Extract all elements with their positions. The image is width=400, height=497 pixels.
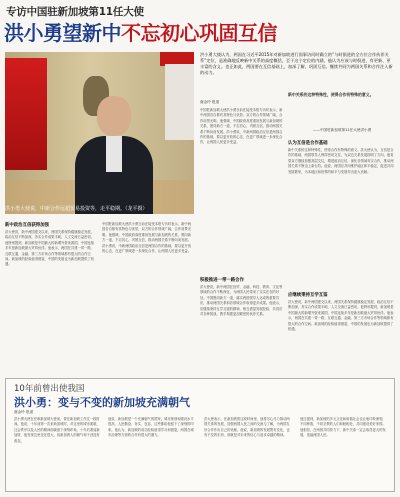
sidebar-box [5,378,395,492]
photo-caption: 洪小勇大使说，中新合作远超贸易投资等，走平稳期。（龙平摄） [5,206,148,212]
flag-left [5,58,47,170]
sidebar-column-1: 洪小勇大使在任职新加坡大使前，曾在新加坡工作过一段时间。他说，十年前第一次来新加坡时，对这里的城市面貌、社会秩序以及人民的精神面貌留下深刻印象。十年后重返新加坡，他发现这里变化很大，但新加坡人的朝气和干劲没有改变。 [14,417,100,443]
pull-quote-attribution: ——中国驻新加坡第11任大使洪小勇 [312,128,372,132]
headline-kicker: 专访中国驻新加坡第11任大使 [6,6,144,18]
byline: 谢金玲 报道 [200,100,220,104]
body-column-2: 洪大使说，新中两国建交以来，两国关系保持健康稳定发展，政治互信不断加深，务实合作成果丰硕，人文交流日益密切。他特别提到，新加坡是中国最大的新增外资来源国，中国连续多年是新加坡最大贸易伙伴。他表示，两国在共建一带一路、互联互通、金融、第三方市场合作等领域都有很大的合作空间。新加坡的经验值得借鉴，中国的发展也为新加坡提供了机遇。 [5,230,95,267]
person-head [97,96,131,136]
lead-paragraph: 洪小勇大使认为，两国在习近平2015年对新加坡进行国事访问时确立的“与时俱进的全方位合作伙伴关系”定位，是准确地反映新中关系的高度概括，至于这个定位的内涵，他认为应该与时俱进，有更新、更丰富的含义。也正如此，两国要在互信基础上，加深了解，巩固互信，继续共同为两国关系和合作注入新的动力。 [200,52,393,75]
body-column-1: 中国驻新加坡大使洪小勇日前在接受本报专访时表示，新中两国各自都有其特色与优势，双方的合作领域广阔，合作前景光明。他强调，中国政府高度重视发展与新加坡的关系，愿同新方一道，不忘初心，巩固互信，推动两国关系不断向前发展。洪小勇说，中新两国政治互信是两国合作的基础，要以更开放的心态，在更广领域进一步深化合作，让两国人民更多受益。 [200,108,283,145]
sidebar-kicker: 10年前曾出使我国 [14,384,85,394]
ambassador-photo [5,52,194,214]
person-shirt [106,136,122,172]
sidebar-column-4: 他还提到，新加坡的多元文化和和谐社会也让他印象深刻，不同种族、不同宗教的人们和睦相处，共同建设美好家园。他相信，在两国共同努力下，新中关系一定会取得更大的发展，造福两国人民。 [300,417,386,438]
sidebar-column-2: 他说，新加坡是一个充满朝气的国家，城市规划和建设水平很高，人民勤奋、务实、包容，这些都给他留下了深刻的印象。他认为，新加坡的成功经验值得学习和借鉴，两国在城市治理等方面的合作有很大的潜力。 [108,417,194,438]
sidebar-title: 洪小勇：变与不变的新加坡充满朝气 [14,396,190,409]
section-heading-3: 积极推进一带一路合作 [200,278,244,283]
headline [4,17,277,46]
sidebar-column-3: 洪大使表示，在新加坡的这段时间里，他将尽心尽力推动两国关系的发展，加强两国人民之间的交流与了解，为两国友好合作作出自己的贡献。他说，新加坡的发展既有变化，也有不变的东西，那就是对未来的信心与追求卓越的精神。 [204,417,290,438]
sidebar-author: 谢金玲 报道 [14,410,34,414]
headline-part-2: 不忘初心巩固互信 [121,21,277,45]
pull-quote: 新中关系的这种特殊性，使得合作有特殊的意义。 [288,92,374,97]
section-heading-4: 应继续秉持互学互鉴 [288,293,328,298]
body-column-3: 新中关系的这种特殊性，使得合作有特殊的意义。洪大使认为，互信是合作的基础，两国领导人保持密切交往，为双边关系发展指明了方向。他希望双方继续加强高层交往，增进政治互信，深化各领域务实合作，推动两国关系不断迈上新台阶。他说，两国应共同维护地区和平稳定，促进共同发展繁荣，为本地区和世界的和平与发展作出更大贡献。 [288,148,394,174]
body-column-4: 洪大使说，新中两国在经贸、金融、科技、教育、文化等领域的合作不断深化，为两国人民带来了实实在在的好处。中国愿同新方一道，落实两国领导人达成的重要共识，推动两国关系和各领域合作取得更多成果。他表示，应继续秉持互学互鉴的精神，相互借鉴发展经验，共同应对各种挑战，携手构建更加紧密的伙伴关系。 [200,285,283,317]
body-column-5: 洪大使说，新中两国建交以来，两国关系保持健康稳定发展，政治互信不断加深，务实合作成果丰硕，人文交流日益密切。他特别提到，新加坡是中国最大的新增外资来源国，中国连续多年是新加坡最大贸易伙伴。他表示，两国在共建一带一路、互联互通、金融、第三方市场合作等领域都有很大的合作空间。新加坡的经验值得借鉴，中国的发展也为新加坡提供了机遇。 [288,300,394,332]
flag-right-white [165,64,194,140]
body-column-2b: 中国驻新加坡大使洪小勇日前在接受本报专访时表示，新中两国各自都有其特色与优势，双方的合作领域广阔，合作前景光明。他强调，中国政府高度重视发展与新加坡的关系，愿同新方一道，不忘初心，巩固互信，推动两国关系不断向前发展。洪小勇说，中新两国政治互信是两国合作的基础，要以更开放的心态，在更广领域进一步深化合作，让两国人民更多受益。 [102,222,192,254]
headline-part-1: 洪小勇望新中 [4,21,121,45]
section-heading-1: 新中政治互信获得加强 [5,223,49,228]
section-heading-2: 认为互信是合作基础 [288,141,328,146]
